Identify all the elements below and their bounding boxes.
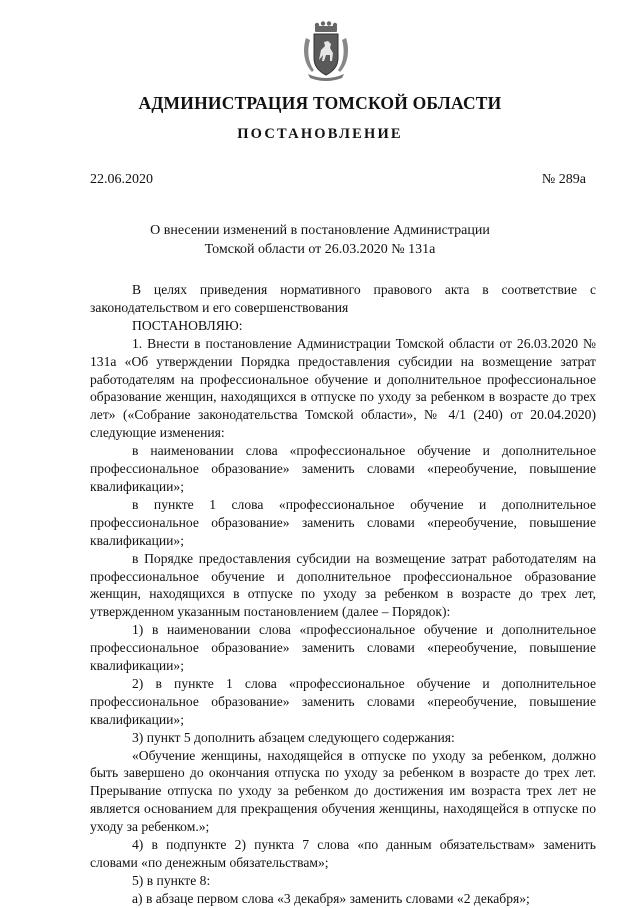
document-date: 22.06.2020: [90, 172, 153, 187]
document-type: ПОСТАНОВЛЕНИЕ: [237, 126, 403, 142]
paragraph: в Порядке предоставления субсидии на возмещение затрат работодателям на профессиональное обучение и дополнительное профессиональное образование женщин, находящихся в отпуске по уходу за ребенком в возрасте до трех лет, утвержденном указанным постановлением (далее – Порядок):: [90, 550, 596, 620]
paragraph: в наименовании слова «профессиональное обучение и дополнительное профессиональное образование» заменить словами «переобучение, повышение квалификации»;: [90, 443, 596, 494]
paragraph: 4) в подпункте 2) пункта 7 слова «по данным обязательствам» заменить словами «по денежным обязательствам»;: [90, 837, 596, 870]
paragraph: 2) в пункте 1 слова «профессиональное обучение и дополнительное профессиональное образование» заменить словами «переобучение, повышение квалификации»;: [90, 675, 596, 727]
paragraph: 1. Внести в постановление Администрации Томской области от 26.03.2020 № 131а «Об утверждении Порядка предоставления субсидии на возмещение затрат работодателям на профессиональное обучение и дополнительное профессиональное образование женщин, находящихся в отпуске по уходу за ребенком в возрасте до трех лет» («Собрание законодательства Томской области», № 4/1 (240) от 20.04.2020) следующие изменения:: [90, 335, 596, 441]
paragraph: «Обучение женщины, находящейся в отпуске по уходу за ребенком, должно быть завершено до окончания отпуска по уходу за ребенком в возрасте до трех лет. Прерывание отпуска по уходу за ребенком до достижения им возраста трех лет не является основанием для прекращения обучения женщины, находящейся в отпуске по уходу за ребенком.»;: [90, 747, 596, 835]
paragraph-preamble: В целях приведения нормативного правового акта в соответствие с законодательством и его совершенствования: [90, 282, 596, 315]
subject-line: Томской области от 26.03.2020 № 131а: [204, 242, 436, 257]
document-number: № 289а: [541, 172, 586, 187]
paragraph: 1) в наименовании слова «профессиональное обучение и дополнительное профессиональное образование» заменить словами «переобучение, повышение квалификации»;: [90, 622, 596, 674]
paragraph: в пункте 1 слова «профессиональное обучение и дополнительное профессиональное образование» заменить словами «переобучение, повышение квалификации»;: [90, 496, 596, 548]
document-body: [90, 281, 596, 908]
paragraph: 3) пункт 5 дополнить абзацем следующего содержания:: [132, 729, 455, 745]
document-subject: [0, 221, 640, 259]
subject-line: О внесении изменений в постановление Администрации: [150, 223, 490, 238]
coat-of-arms-icon: [300, 20, 352, 84]
paragraph-decree: ПОСТАНОВЛЯЮ:: [132, 317, 243, 333]
paragraph: а) в абзаце первом слова «3 декабря» заменить словами «2 декабря»;: [132, 890, 530, 906]
organization-title: АДМИНИСТРАЦИЯ ТОМСКОЙ ОБЛАСТИ: [138, 93, 502, 113]
paragraph: 5) в пункте 8:: [132, 872, 211, 888]
